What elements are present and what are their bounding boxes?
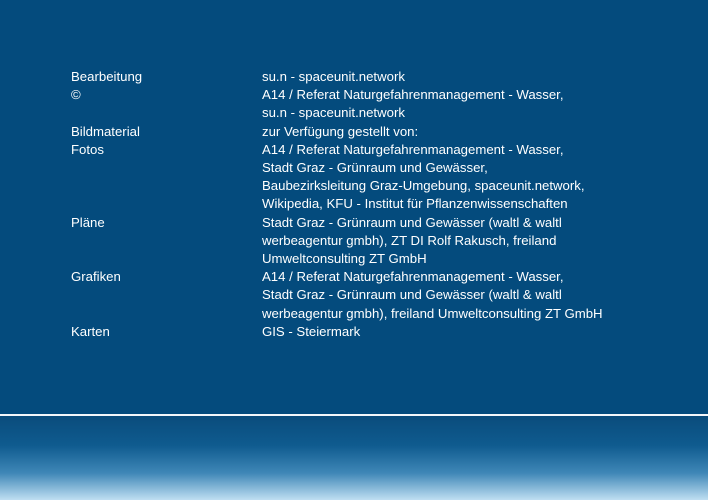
credit-line: GIS - Steiermark xyxy=(262,323,361,339)
credit-line: Wikipedia, KFU - Institut für Pflanzenwissenschaften xyxy=(262,196,568,212)
credit-line: Stadt Graz - Grünraum und Gewässer (waltl & waltl xyxy=(262,214,562,230)
credit-line: A14 / Referat Naturgefahrenmanagement - Wasser, xyxy=(262,141,564,157)
credit-row-plaene xyxy=(71,214,671,269)
credit-line: zur Verfügung gestellt von: xyxy=(262,123,419,139)
credit-line: werbeagentur gmbh), ZT DI Rolf Rakusch, freiland xyxy=(262,232,557,248)
credit-line: werbeagentur gmbh), freiland Umweltconsulting ZT GmbH xyxy=(262,305,603,321)
footer-gradient-band xyxy=(0,416,708,500)
credit-row-copyright xyxy=(71,86,671,122)
credit-value xyxy=(262,68,671,86)
credit-label: Karten xyxy=(71,323,110,339)
credit-value xyxy=(262,141,671,214)
credit-row-karten xyxy=(71,323,671,341)
credit-label: Pläne xyxy=(71,214,105,230)
credit-value xyxy=(262,268,671,323)
credit-line: su.n - spaceunit.network xyxy=(262,105,405,121)
credit-row-bearbeitung xyxy=(71,68,671,86)
credit-line: Baubezirksleitung Graz-Umgebung, spaceunit.network, xyxy=(262,178,585,194)
credit-value xyxy=(262,86,671,122)
credit-line: su.n - spaceunit.network xyxy=(262,69,405,84)
credit-row-bildmaterial xyxy=(71,123,671,141)
credit-label: Grafiken xyxy=(71,269,121,285)
credit-label: © xyxy=(71,87,81,103)
credit-line: Stadt Graz - Grünraum und Gewässer, xyxy=(262,160,488,176)
credit-line: Umweltconsulting ZT GmbH xyxy=(262,251,427,267)
credit-line: A14 / Referat Naturgefahrenmanagement - Wasser, xyxy=(262,87,564,103)
credits-list xyxy=(71,68,671,341)
credit-line: Stadt Graz - Grünraum und Gewässer (waltl & waltl xyxy=(262,287,562,303)
credit-value xyxy=(262,123,671,141)
credit-value xyxy=(262,214,671,269)
credit-row-fotos xyxy=(71,141,671,214)
credit-label: Fotos xyxy=(71,141,104,157)
credit-value xyxy=(262,323,671,341)
credit-label: Bearbeitung xyxy=(71,69,143,84)
credit-line: A14 / Referat Naturgefahrenmanagement - Wasser, xyxy=(262,269,564,285)
credit-label: Bildmaterial xyxy=(71,123,140,139)
credit-row-grafiken xyxy=(71,268,671,323)
